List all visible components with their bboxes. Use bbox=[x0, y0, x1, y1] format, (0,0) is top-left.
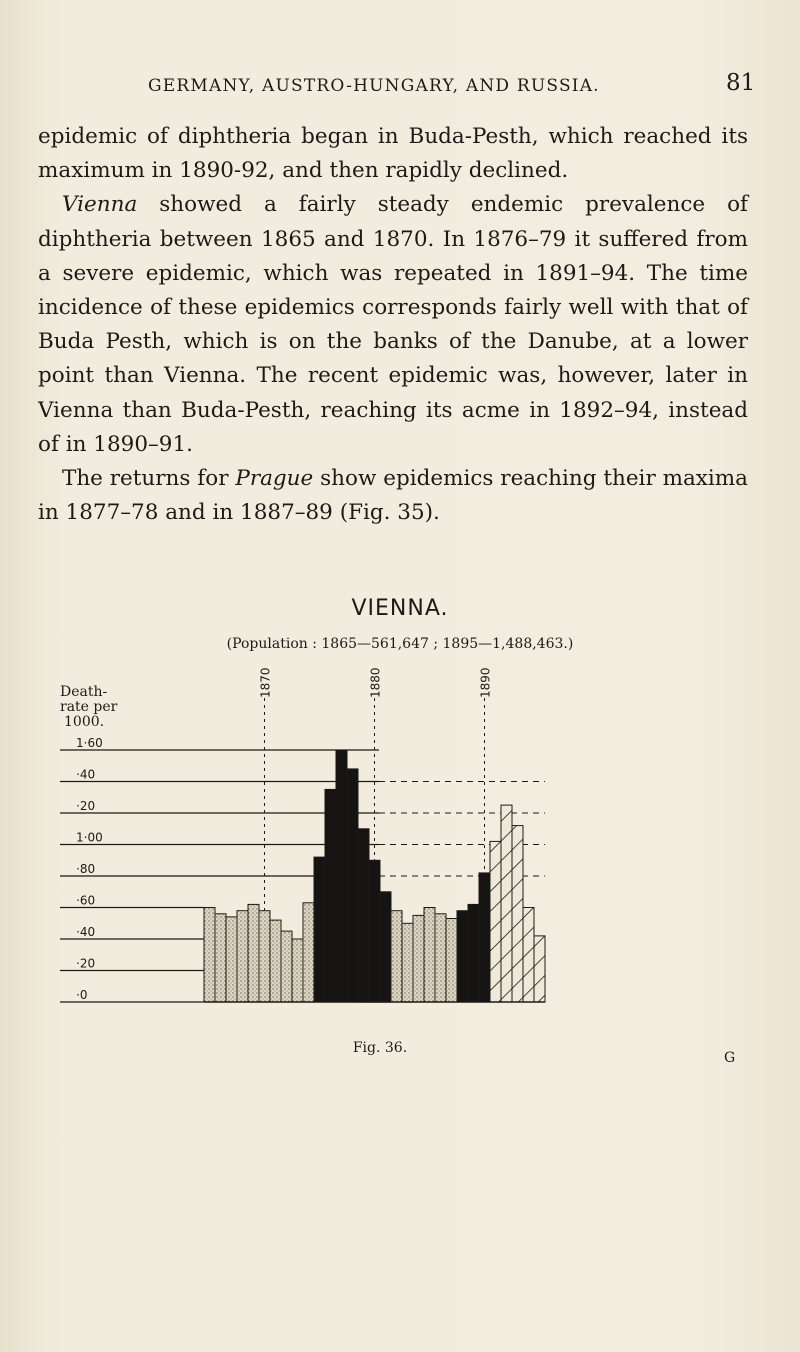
bar-1866 bbox=[215, 914, 226, 1002]
bar-1891 bbox=[490, 841, 501, 1002]
bar-1874 bbox=[303, 903, 314, 1002]
page-number: 81 bbox=[726, 70, 756, 96]
body-text bbox=[38, 120, 748, 530]
bar-1889 bbox=[468, 904, 479, 1002]
paragraph-1: epidemic of diphtheria began in Buda-Pesth, which reached its maximum in 1890-92, and then rapidly declined. bbox=[38, 124, 748, 184]
paragraph-3-start: The returns for bbox=[62, 466, 236, 492]
bar-1867 bbox=[226, 917, 237, 1002]
y-tick-label: ·0 bbox=[76, 988, 88, 1002]
bar-1894 bbox=[523, 908, 534, 1003]
vienna-italic: Vienna bbox=[62, 192, 138, 218]
y-tick-label: ·40 bbox=[76, 925, 96, 939]
bar-1873 bbox=[292, 939, 303, 1002]
bar-1887 bbox=[446, 919, 457, 1003]
bar-1880 bbox=[369, 860, 380, 1002]
bar-1871 bbox=[270, 920, 281, 1002]
bar-1876 bbox=[325, 789, 336, 1002]
y-axis-label: Death-rate per 1000. bbox=[60, 684, 118, 730]
bar-1881 bbox=[380, 892, 391, 1002]
figure-subtitle: (Population : 1865—561,647 ; 1895—1,488,463.) bbox=[226, 636, 574, 652]
paragraph-2 bbox=[38, 188, 748, 462]
bar-1884 bbox=[413, 915, 424, 1002]
bar-1892 bbox=[501, 805, 512, 1002]
paragraph-3-text: show epidemics reaching their maxima in 1877–78 and in 1887–89 (Fig. 35). bbox=[38, 466, 748, 526]
prague-italic: Prague bbox=[235, 466, 314, 492]
signature-mark: G bbox=[724, 1050, 736, 1066]
figure-title: VIENNA. bbox=[351, 596, 449, 621]
running-head bbox=[0, 70, 800, 106]
bar-1870 bbox=[259, 911, 270, 1002]
bar-1865 bbox=[204, 908, 215, 1003]
bar-1895 bbox=[534, 936, 545, 1002]
y-tick-label: ·20 bbox=[76, 956, 96, 971]
y-tick-label: ·40 bbox=[76, 767, 96, 782]
bar-1885 bbox=[424, 908, 435, 1003]
paragraph-3 bbox=[38, 462, 748, 530]
bar-1878 bbox=[347, 769, 358, 1002]
y-tick-label: ·80 bbox=[76, 862, 96, 876]
year-marker-label: 1870 bbox=[258, 668, 273, 698]
bar-1872 bbox=[281, 931, 292, 1002]
bar-1879 bbox=[358, 829, 369, 1002]
bar-1875 bbox=[314, 857, 325, 1002]
bar-1890 bbox=[479, 873, 490, 1002]
y-tick-label: 1·00 bbox=[76, 830, 103, 845]
year-marker-label: 1890 bbox=[478, 668, 493, 698]
y-tick-label: ·20 bbox=[76, 799, 96, 813]
bar-1886 bbox=[435, 914, 446, 1002]
bar-1882 bbox=[391, 911, 402, 1002]
bar-1888 bbox=[457, 911, 468, 1002]
bar-1893 bbox=[512, 826, 523, 1002]
y-tick-label: 1·60 bbox=[76, 736, 103, 750]
bar-1877 bbox=[336, 750, 347, 1002]
figure-caption: Fig. 36. bbox=[352, 1040, 408, 1056]
bar-1869 bbox=[248, 904, 259, 1002]
running-title: GERMANY, AUSTRO-HUNGARY, AND RUSSIA. bbox=[148, 76, 600, 96]
vienna-death-rate-chart bbox=[40, 668, 570, 1036]
chart-wrap bbox=[40, 668, 570, 1036]
year-marker-label: 1880 bbox=[368, 668, 383, 698]
paragraph-2-text: showed a fairly steady endemic prevalence of diphtheria between 1865 and 1870. In 1876–79 it suffered from a severe epidemic, which was repeated in 1891–94. The time incidence of these epidemics corresponds fairly well with that of Buda Pesth, which is on the banks of the Danube, at a lower point than Vienna. The recent epidemic was, however, later in Vienna than Buda-Pesth, reaching its acme in 1892–94, instead of in 1890–91. bbox=[38, 192, 748, 457]
y-tick-label: ·60 bbox=[76, 893, 96, 908]
bar-1868 bbox=[237, 911, 248, 1002]
bar-1883 bbox=[402, 923, 413, 1002]
